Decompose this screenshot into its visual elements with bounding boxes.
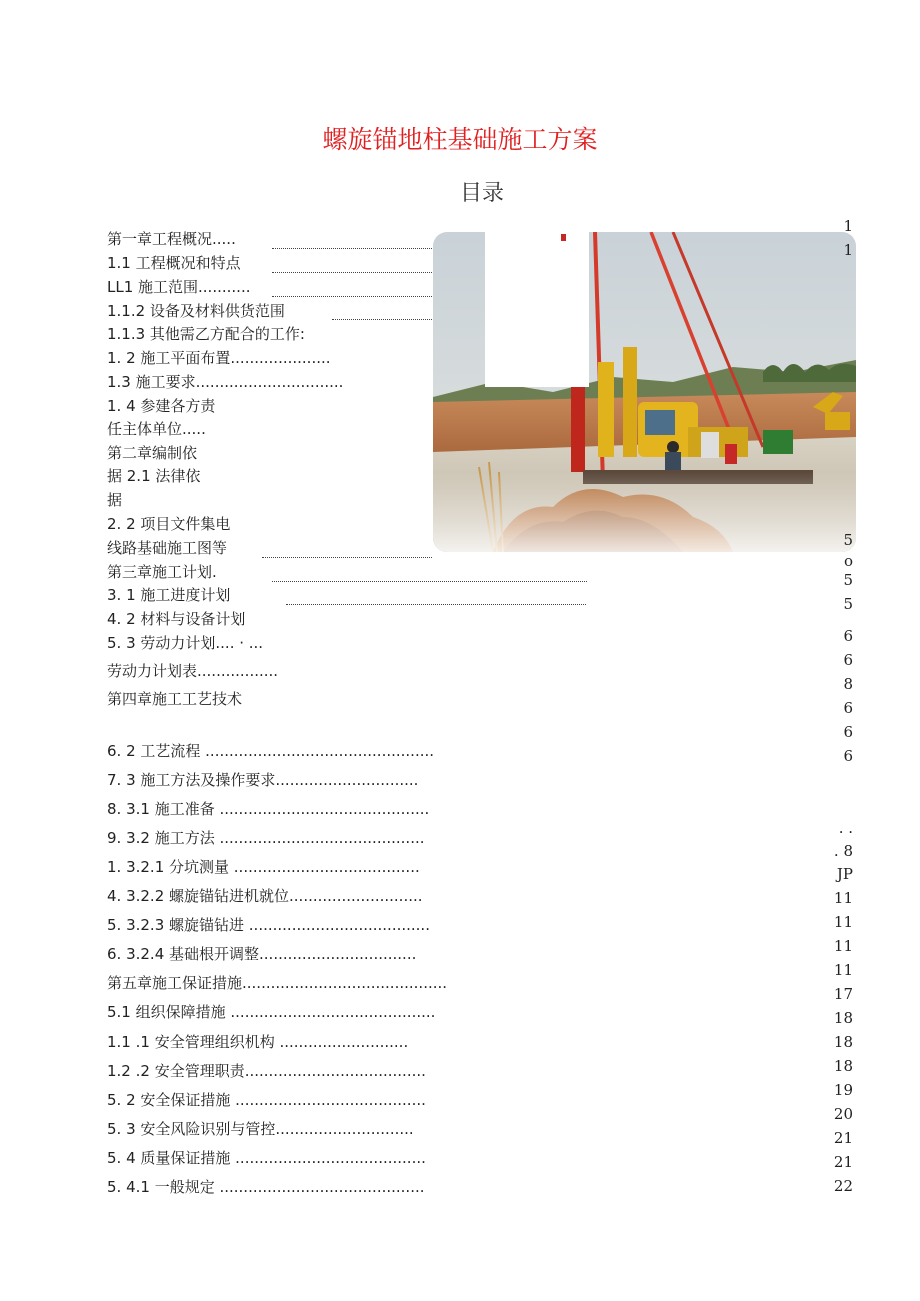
toc-entry[interactable]: 1.2 .2 安全管理职责...................................... [107,1062,426,1080]
page-number: 21 [833,1153,853,1171]
toc-entry[interactable]: 8. 3.1 施工准备 ............................................ [107,800,430,818]
toc-entry[interactable]: 5.1 组织保障措施 ........................................... [107,1003,436,1021]
page-number: o [843,552,853,570]
toc-entry[interactable]: 任主体单位..... [107,420,206,438]
toc-entry[interactable]: 5. 4.1 一般规定 ........................................... [107,1178,425,1196]
leader-dots [272,296,432,297]
page-number: 11 [833,913,853,931]
leader-dots [272,272,432,273]
page-number: 11 [833,961,853,979]
toc-entry[interactable]: 6. 2 工艺流程 ................................................ [107,742,435,760]
page-number: 17 [833,985,853,1003]
photo-cutout [485,232,589,387]
toc-entry[interactable]: 1. 4 参建各方责 [107,397,216,415]
toc-entry[interactable]: 第一章工程概况..... [107,230,236,248]
toc-entry[interactable]: 劳动力计划表................. [107,662,279,680]
toc-entry[interactable]: 2. 2 项目文件集电 [107,515,231,533]
page-number: 18 [833,1057,853,1075]
toc-entry[interactable]: 第二章编制依 [107,444,198,462]
page-number: JP [836,865,853,883]
page-number: 1 [843,217,853,235]
toc-entry[interactable]: 4. 2 材料与设备计划 [107,610,246,628]
toc-entry[interactable]: 第四章施工工艺技术 [107,690,243,708]
toc-entry[interactable]: 4. 3.2.2 螺旋锚钻进机就位............................ [107,887,423,905]
toc-entry[interactable]: 7. 3 施工方法及操作要求.............................. [107,771,419,789]
toc-entry[interactable]: 5. 3 劳动力计划.... · ... [107,634,264,652]
toc-entry[interactable]: 1.1.3 其他需乙方配合的工作: [107,325,305,343]
leader-dots [272,581,587,582]
page-number: . . [838,819,853,837]
page-number: 6 [843,699,853,717]
page-number: 22 [833,1177,853,1195]
page-number: 6 [843,651,853,669]
toc-entry[interactable]: 据 2.1 法律依 [107,467,201,485]
page-number: 5 [843,571,853,589]
leader-dots [286,604,586,605]
toc-entry[interactable]: 5. 3 安全风险识别与管控............................. [107,1120,414,1138]
toc-entry[interactable]: 第三章施工计划. [107,563,217,581]
marker [561,234,566,241]
toc-entry[interactable]: LL1 施工范围........... [107,278,251,296]
page-number: 6 [843,747,853,765]
toc-entry[interactable]: 5. 4 质量保证措施 ........................................ [107,1149,426,1167]
toc-entry[interactable]: 9. 3.2 施工方法 ........................................... [107,829,425,847]
toc-entry[interactable]: 1.1 工程概况和特点 [107,254,241,272]
page-number: 8 [843,675,853,693]
page-number: 21 [833,1129,853,1147]
page-number: 18 [833,1009,853,1027]
page-number: 18 [833,1033,853,1051]
toc-entry[interactable]: 1.3 施工要求............................... [107,373,344,391]
page-number: 19 [833,1081,853,1099]
toc-entry[interactable]: 5. 2 安全保证措施 ........................................ [107,1091,426,1109]
page-number: . 8 [833,842,853,860]
toc-entry[interactable]: 1. 2 施工平面布置..................... [107,349,331,367]
toc-entry[interactable]: 第五章施工保证措施........................................... [107,974,448,992]
toc-entry[interactable]: 1.1 .1 安全管理组织机构 ........................... [107,1033,409,1051]
page-number: 20 [833,1105,853,1123]
toc-entry[interactable]: 线路基础施工图等 [107,539,228,557]
page-number: 6 [843,627,853,645]
leader-dots [262,557,432,558]
toc-entry[interactable]: 5. 3.2.3 螺旋锚钻进 ...................................... [107,916,430,934]
leader-dots [272,248,432,249]
toc-entry[interactable]: 3. 1 施工进度计划 [107,586,231,604]
leader-dots [332,319,432,320]
page-number: 5 [843,531,853,549]
page-number: 5 [843,595,853,613]
page-number: 11 [833,937,853,955]
toc-entry[interactable]: 1.1.2 设备及材料供货范围 [107,302,285,320]
toc-entry[interactable]: 据 [107,491,123,509]
document-title: 螺旋锚地柱基础施工方案 [322,125,598,154]
page-number: 11 [833,889,853,907]
page-number: 6 [843,723,853,741]
toc-entry[interactable]: 6. 3.2.4 基础根开调整................................. [107,945,417,963]
toc-entry[interactable]: 1. 3.2.1 分坑测量 ....................................... [107,858,420,876]
page-number: 1 [843,241,853,259]
toc-heading: 目录 [459,181,504,206]
